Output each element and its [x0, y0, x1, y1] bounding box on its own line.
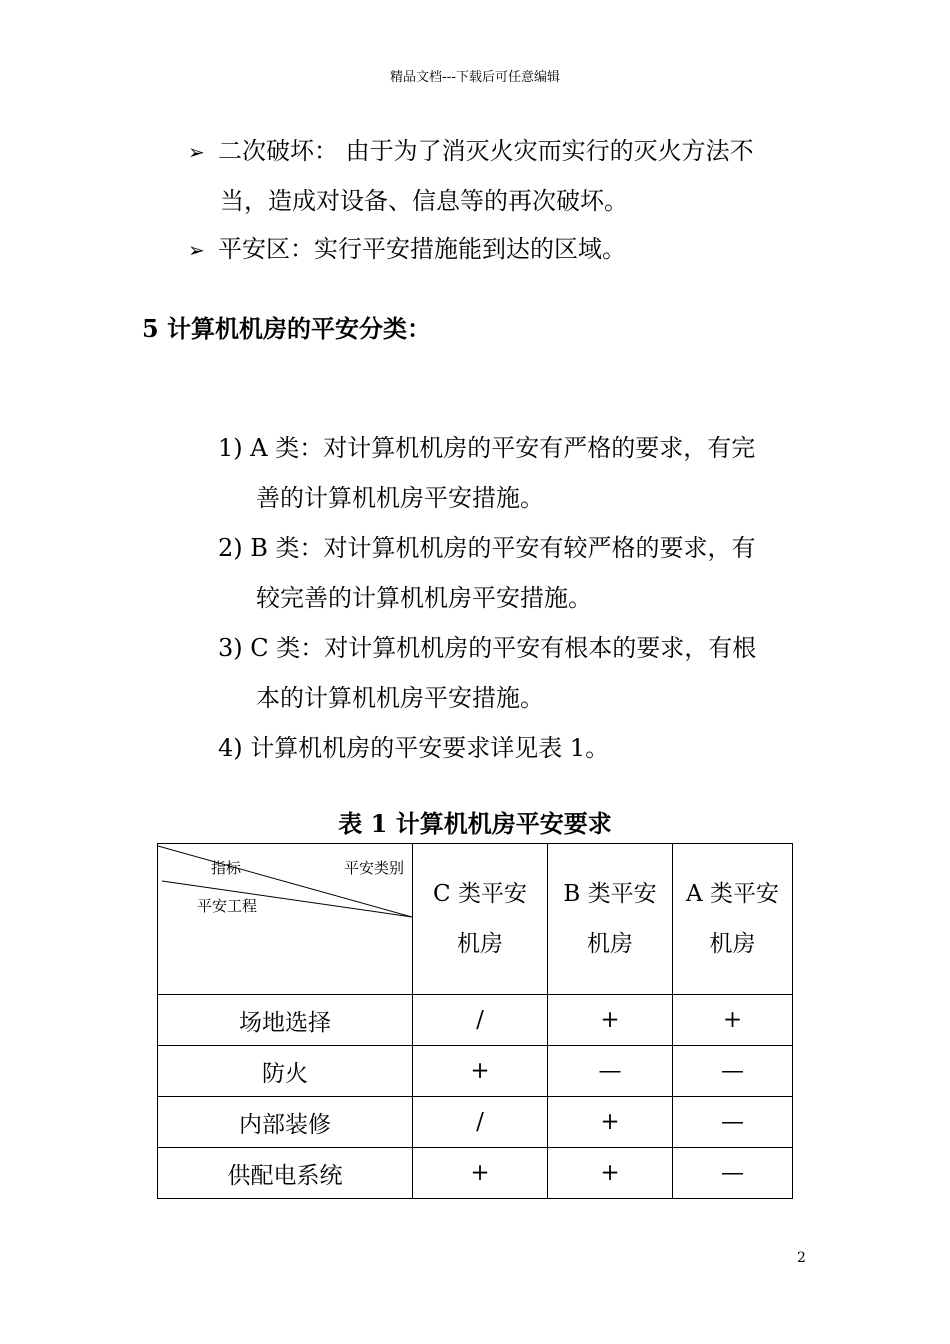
- row-label: 防火: [158, 1046, 413, 1097]
- section-title: 5 计算机机房的平安分类：: [142, 314, 432, 343]
- table-cell: —: [673, 1046, 793, 1097]
- table-cell: +: [413, 1148, 548, 1199]
- bullet-item: [188, 234, 626, 265]
- row-label: 内部装修: [158, 1097, 413, 1148]
- corner-label-category: 平安类别: [344, 859, 405, 877]
- diagonal-header-cell: [158, 844, 413, 995]
- arrow-bullet-icon: ➢: [188, 140, 205, 164]
- list-item: 1) A 类：对计算机机房的平安有严格的要求，有完: [218, 434, 756, 462]
- table-cell: +: [548, 1097, 673, 1148]
- table-cell: +: [413, 1046, 548, 1097]
- row-label: 场地选择: [158, 995, 413, 1046]
- page-header: 精品文档---下载后可任意编辑: [389, 70, 561, 85]
- table-cell: —: [673, 1097, 793, 1148]
- list-item: 3) C 类：对计算机机房的平安有根本的要求，有根: [218, 634, 757, 662]
- bullet-text-continued: 当，造成对设备、信息等的再次破坏。: [220, 187, 628, 215]
- table-caption: 表 1 计算机机房平安要求: [338, 809, 612, 838]
- arrow-bullet-icon: ➢: [188, 238, 205, 262]
- table-row: [158, 1046, 793, 1097]
- table-row: [158, 1097, 793, 1148]
- list-item-continued: 本的计算机机房平安措施。: [256, 684, 544, 712]
- table-row: [158, 1148, 793, 1199]
- row-label: 供配电系统: [158, 1148, 413, 1199]
- bullet-text: 平安区：实行平安措施能到达的区域。: [218, 235, 626, 263]
- bullet-item: [188, 136, 754, 167]
- corner-label-indicator: 指标: [211, 859, 242, 877]
- list-item: 4) 计算机机房的平安要求详见表 1。: [218, 734, 610, 762]
- table-cell: +: [548, 1148, 673, 1199]
- table-header-row: [158, 844, 793, 995]
- security-requirements-table: [157, 843, 793, 1199]
- table-cell: +: [673, 995, 793, 1046]
- table-cell: —: [548, 1046, 673, 1097]
- table-cell: +: [548, 995, 673, 1046]
- page-number: 2: [797, 1250, 806, 1266]
- column-header-c: C 类平安 机房: [413, 844, 548, 995]
- corner-label-project: 平安工程: [197, 897, 258, 915]
- list-item-continued: 善的计算机机房平安措施。: [256, 484, 544, 512]
- table-cell: /: [413, 995, 548, 1046]
- table-cell: /: [413, 1097, 548, 1148]
- table-cell: —: [673, 1148, 793, 1199]
- column-header-b: B 类平安 机房: [548, 844, 673, 995]
- table-row: [158, 995, 793, 1046]
- list-item-continued: 较完善的计算机机房平安措施。: [256, 584, 592, 612]
- list-item: 2) B 类：对计算机机房的平安有较严格的要求，有: [218, 534, 756, 562]
- column-header-a: A 类平安 机房: [673, 844, 793, 995]
- bullet-text: 二次破坏： 由于为了消灭火灾而实行的灭火方法不: [218, 137, 754, 165]
